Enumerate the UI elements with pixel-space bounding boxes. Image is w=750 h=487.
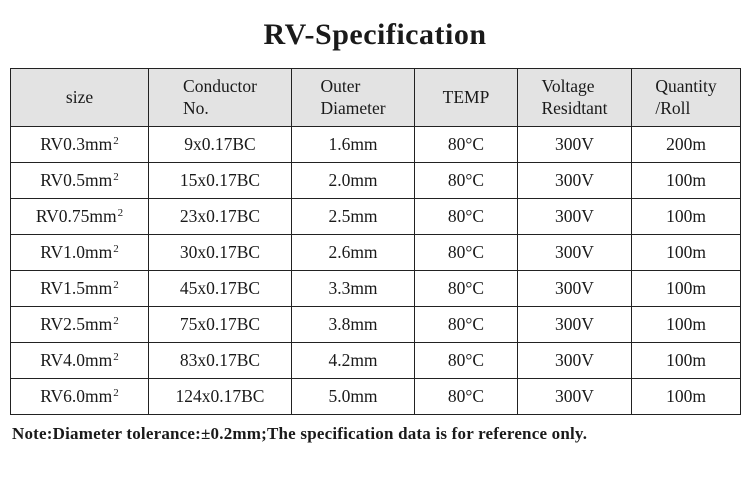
size-superscript: 2 bbox=[113, 171, 119, 183]
header-quantity-line1: Quantity bbox=[655, 75, 717, 96]
cell-size: $RV6.0mm^2$ bbox=[11, 379, 149, 415]
header-outer-line2: Diameter bbox=[320, 98, 386, 119]
cell-temp: 80°C bbox=[415, 163, 518, 199]
cell-outer-diameter: 3.3mm bbox=[292, 271, 415, 307]
size-superscript: 2 bbox=[113, 351, 119, 363]
size-superscript: 2 bbox=[113, 387, 119, 399]
cell-temp: 80°C bbox=[415, 307, 518, 343]
cell-conductor: 45x0.17BC bbox=[149, 271, 292, 307]
cell-voltage: 300V bbox=[518, 199, 632, 235]
cell-size: $RV1.0mm^2$ bbox=[11, 235, 149, 271]
cell-voltage: 300V bbox=[518, 379, 632, 415]
table-row bbox=[11, 271, 741, 307]
table-row bbox=[11, 343, 741, 379]
header-conductor-line2: No. bbox=[183, 98, 209, 119]
cell-quantity: 100m bbox=[632, 163, 741, 199]
cell-conductor: 9x0.17BC bbox=[149, 127, 292, 163]
table-row bbox=[11, 199, 741, 235]
size-superscript: 2 bbox=[117, 207, 124, 219]
cell-voltage: 300V bbox=[518, 307, 632, 343]
cell-voltage: 300V bbox=[518, 235, 632, 271]
header-size bbox=[11, 69, 149, 127]
cell-outer-diameter: 2.5mm bbox=[292, 199, 415, 235]
cell-size: $RV0.5mm^2$ bbox=[11, 163, 149, 199]
table-row bbox=[11, 163, 741, 199]
cell-outer-diameter: 1.6mm bbox=[292, 127, 415, 163]
cell-voltage: 300V bbox=[518, 271, 632, 307]
header-outer-line1: Outer bbox=[320, 75, 361, 96]
cell-size: $RV1.5mm^2$ bbox=[11, 271, 149, 307]
header-conductor-line1: Conductor bbox=[183, 75, 257, 96]
specification-table bbox=[10, 68, 741, 415]
footnote: Note:Diameter tolerance:±0.2mm;The specification data is for reference only. bbox=[12, 424, 588, 443]
header-voltage-line2: Residtant bbox=[541, 98, 608, 119]
cell-quantity: 100m bbox=[632, 343, 741, 379]
cell-voltage: 300V bbox=[518, 127, 632, 163]
cell-temp: 80°C bbox=[415, 271, 518, 307]
size-superscript: 2 bbox=[113, 135, 119, 147]
cell-quantity: 200m bbox=[632, 127, 741, 163]
cell-conductor: 23x0.17BC bbox=[149, 199, 292, 235]
cell-outer-diameter: 4.2mm bbox=[292, 343, 415, 379]
table-row bbox=[11, 235, 741, 271]
cell-temp: 80°C bbox=[415, 343, 518, 379]
cell-temp: 80°C bbox=[415, 235, 518, 271]
cell-conductor: 83x0.17BC bbox=[149, 343, 292, 379]
cell-quantity: 100m bbox=[632, 379, 741, 415]
header-temp-label: TEMP bbox=[442, 86, 490, 107]
header-voltage-line1: Voltage bbox=[541, 75, 595, 96]
page-title: RV-Specification bbox=[263, 18, 487, 51]
cell-size: $RV4.0mm^2$ bbox=[11, 343, 149, 379]
cell-conductor: 30x0.17BC bbox=[149, 235, 292, 271]
cell-voltage: 300V bbox=[518, 343, 632, 379]
header-quantity-line2: /Roll bbox=[655, 98, 691, 119]
table-body bbox=[11, 127, 741, 415]
header-conductor-no bbox=[149, 69, 292, 127]
cell-temp: 80°C bbox=[415, 379, 518, 415]
cell-size: $RV0.75mm^2$ bbox=[11, 199, 149, 235]
cell-quantity: 100m bbox=[632, 235, 741, 271]
cell-quantity: 100m bbox=[632, 271, 741, 307]
cell-conductor: 75x0.17BC bbox=[149, 307, 292, 343]
table-header-row bbox=[11, 69, 741, 127]
cell-temp: 80°C bbox=[415, 199, 518, 235]
header-outer-diameter bbox=[292, 69, 415, 127]
cell-outer-diameter: 3.8mm bbox=[292, 307, 415, 343]
cell-temp: 80°C bbox=[415, 127, 518, 163]
cell-conductor: 124x0.17BC bbox=[149, 379, 292, 415]
cell-outer-diameter: 5.0mm bbox=[292, 379, 415, 415]
header-temp bbox=[415, 69, 518, 127]
header-voltage-resistant bbox=[518, 69, 632, 127]
header-size-label: size bbox=[65, 86, 94, 107]
table-row bbox=[11, 127, 741, 163]
cell-quantity: 100m bbox=[632, 199, 741, 235]
table-row bbox=[11, 379, 741, 415]
cell-size: $RV0.3mm^2$ bbox=[11, 127, 149, 163]
cell-outer-diameter: 2.6mm bbox=[292, 235, 415, 271]
size-superscript: 2 bbox=[113, 315, 119, 327]
table-row bbox=[11, 307, 741, 343]
header-quantity-roll bbox=[632, 69, 741, 127]
size-superscript: 2 bbox=[113, 279, 119, 291]
cell-size: $RV2.5mm^2$ bbox=[11, 307, 149, 343]
cell-outer-diameter: 2.0mm bbox=[292, 163, 415, 199]
cell-voltage: 300V bbox=[518, 163, 632, 199]
cell-quantity: 100m bbox=[632, 307, 741, 343]
size-superscript: 2 bbox=[113, 243, 119, 255]
cell-conductor: 15x0.17BC bbox=[149, 163, 292, 199]
